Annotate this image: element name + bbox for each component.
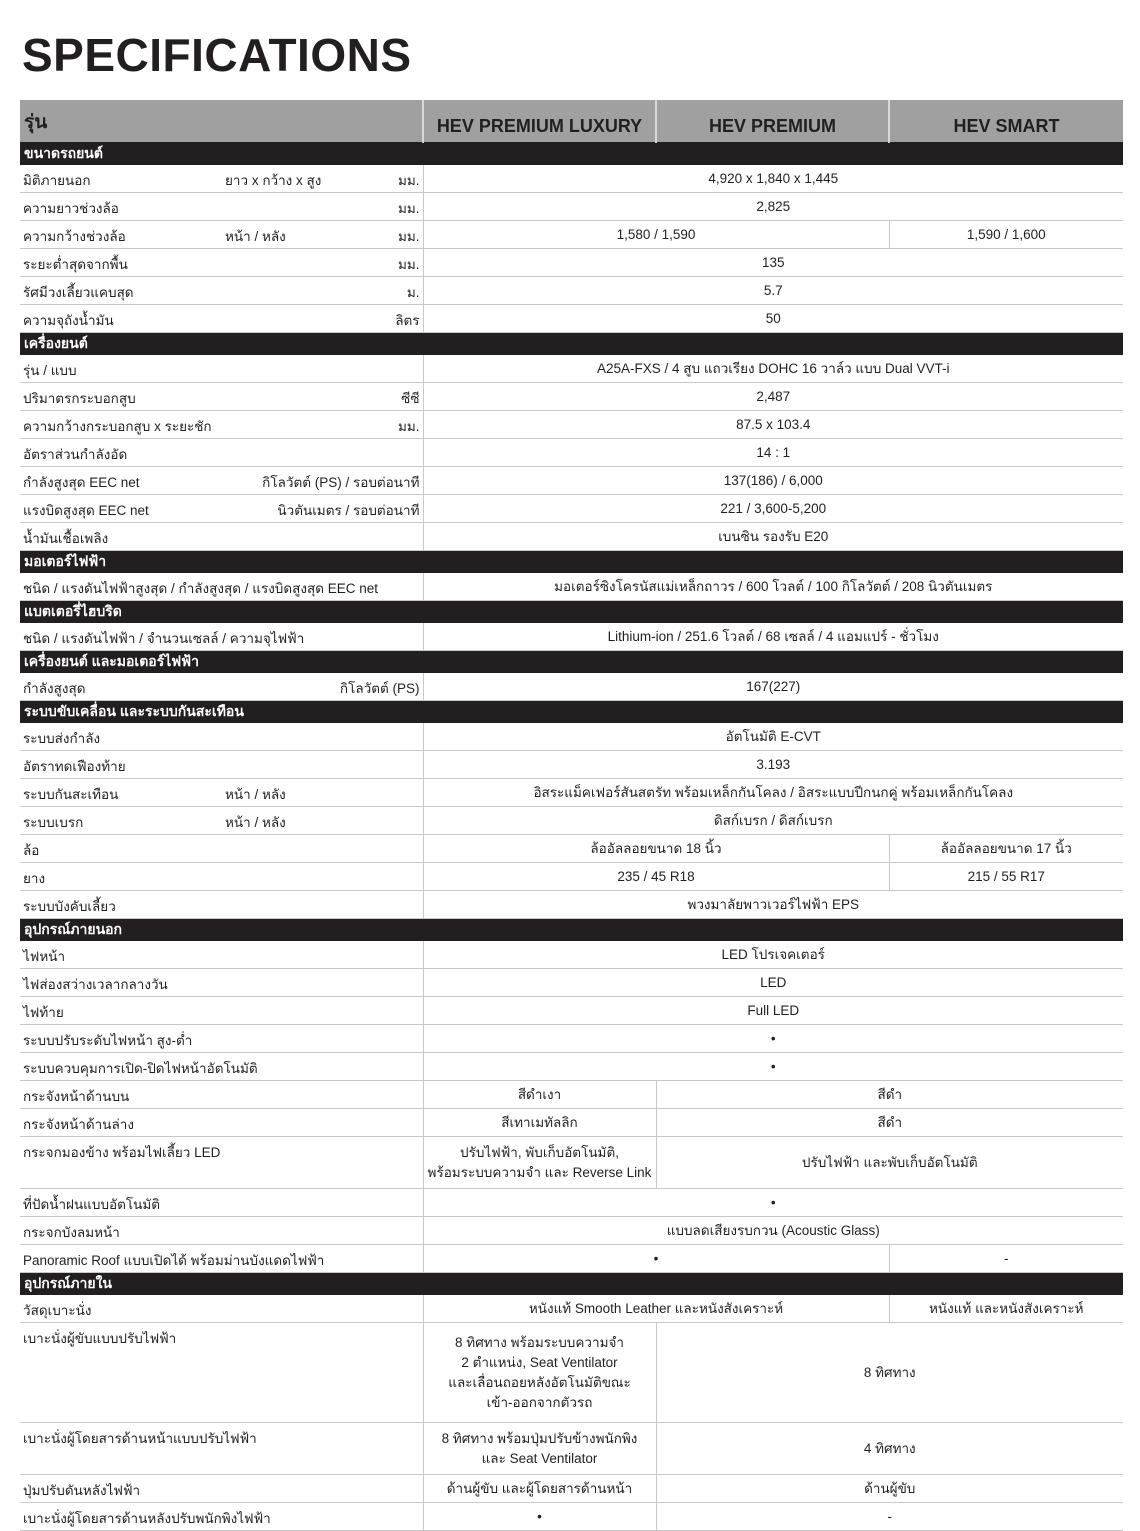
spec-label: กำลังสูงสุด EEC net: [23, 475, 140, 490]
spec-value: 215 / 55 R17: [889, 863, 1123, 891]
section-header: [20, 919, 1123, 942]
spec-label: ยาง: [23, 871, 46, 886]
spec-value: อิสระแม็คเฟอร์สันสตรัท พร้อมเหล็กกันโคลง / อิสระแบบปีกนกคู่ พร้อมเหล็กกันโคลง: [423, 779, 1123, 807]
spec-value: Full LED: [423, 997, 1123, 1025]
spec-row: [20, 623, 1123, 651]
spec-value: •: [423, 1245, 889, 1273]
spec-value: หนังแท้ Smooth Leather และหนังสังเคราะห์: [423, 1295, 889, 1323]
spec-label: เบาะนั่งผู้โดยสารด้านหน้าแบบปรับไฟฟ้า: [23, 1431, 257, 1446]
spec-label-cell: [20, 277, 423, 305]
spec-label: ระบบบังคับเลี้ยว: [23, 899, 116, 914]
spec-value: ด้านผู้ขับ: [656, 1475, 1123, 1503]
spec-value: 4,920 x 1,840 x 1,445: [423, 165, 1123, 193]
spec-body: [20, 143, 1123, 1531]
spec-row: [20, 573, 1123, 601]
spec-label: ความจุถังน้ำมัน: [23, 313, 114, 328]
spec-label-cell: [20, 411, 423, 439]
section-title: เครื่องยนต์: [20, 333, 1123, 356]
spec-value: 1,590 / 1,600: [889, 221, 1123, 249]
spec-row: [20, 1245, 1123, 1273]
spec-value: •: [423, 1189, 1123, 1217]
spec-label-cell: [20, 1323, 423, 1423]
spec-value: A25A-FXS / 4 สูบ แถวเรียง DOHC 16 วาล์ว แบบ Dual VVT-i: [423, 355, 1123, 383]
spec-label-cell: [20, 1245, 423, 1273]
spec-label-cell: [20, 1189, 423, 1217]
spec-row: [20, 891, 1123, 919]
spec-sublabel: หน้า / หลัง: [225, 229, 286, 244]
spec-label-cell: [20, 1053, 423, 1081]
spec-row: [20, 439, 1123, 467]
spec-label: แรงบิดสูงสุด EEC net: [23, 503, 149, 518]
spec-label: ระบบกันสะเทือน: [23, 787, 119, 802]
spec-row: [20, 863, 1123, 891]
spec-value: 135: [423, 249, 1123, 277]
spec-value: 137(186) / 6,000: [423, 467, 1123, 495]
spec-label: กระจังหน้าด้านล่าง: [23, 1117, 134, 1132]
spec-label-cell: [20, 1137, 423, 1189]
section-title: มอเตอร์ไฟฟ้า: [20, 551, 1123, 574]
spec-label: ระบบเบรก: [23, 815, 84, 830]
spec-label: ระยะต่ำสุดจากพื้น: [23, 257, 128, 272]
spec-value: 14 : 1: [423, 439, 1123, 467]
spec-unit: กิโลวัตต์ (PS) / รอบต่อนาที: [262, 475, 420, 490]
spec-value: ดิสก์เบรก / ดิสก์เบรก: [423, 807, 1123, 835]
spec-label-cell: [20, 573, 423, 601]
header-model-label: รุ่น: [20, 100, 423, 143]
header-model-premium-luxury: HEV PREMIUM LUXURY: [423, 100, 656, 143]
spec-value: หนังแท้ และหนังสังเคราะห์: [889, 1295, 1123, 1323]
spec-label-cell: [20, 779, 423, 807]
spec-label: Panoramic Roof แบบเปิดได้ พร้อมม่านบังแดดไฟฟ้า: [23, 1253, 325, 1268]
spec-label: อัตราส่วนกำลังอัด: [23, 447, 128, 462]
spec-value: อัตโนมัติ E-CVT: [423, 723, 1123, 751]
spec-value: ปรับไฟฟ้า และพับเก็บอัตโนมัติ: [656, 1137, 1123, 1189]
spec-label-cell: [20, 1081, 423, 1109]
spec-value: สีดำ: [656, 1109, 1123, 1137]
spec-label-cell: [20, 891, 423, 919]
section-title: อุปกรณ์ภายใน: [20, 1273, 1123, 1296]
spec-label: มิติภายนอก: [23, 173, 91, 188]
spec-value: 235 / 45 R18: [423, 863, 889, 891]
spec-label-cell: [20, 723, 423, 751]
spec-row: [20, 1475, 1123, 1503]
spec-value: 8 ทิศทาง พร้อมปุ่มปรับข้างพนักพิง และ Seat Ventilator: [423, 1423, 656, 1475]
spec-value: 167(227): [423, 673, 1123, 701]
section-header: [20, 333, 1123, 356]
spec-label: วัสดุเบาะนั่ง: [23, 1303, 92, 1318]
spec-label: กำลังสูงสุด: [23, 681, 86, 696]
spec-value: 50: [423, 305, 1123, 333]
spec-label: ระบบส่งกำลัง: [23, 731, 101, 746]
spec-row: [20, 1189, 1123, 1217]
spec-label-cell: [20, 1109, 423, 1137]
spec-row: [20, 723, 1123, 751]
spec-row: [20, 277, 1123, 305]
spec-label-cell: [20, 439, 423, 467]
spec-label-cell: [20, 969, 423, 997]
section-header: [20, 601, 1123, 624]
section-title: แบตเตอรี่ไฮบริด: [20, 601, 1123, 624]
spec-label: ความกว้างกระบอกสูบ x ระยะชัก: [23, 419, 212, 434]
section-header: [20, 701, 1123, 724]
spec-value: พวงมาลัยพาวเวอร์ไฟฟ้า EPS: [423, 891, 1123, 919]
header-model-premium: HEV PREMIUM: [656, 100, 889, 143]
spec-label-cell: [20, 1503, 423, 1531]
spec-label: อัตราทดเฟืองท้าย: [23, 759, 126, 774]
spec-label: ไฟส่องสว่างเวลากลางวัน: [23, 977, 168, 992]
spec-label: ไฟท้าย: [23, 1005, 64, 1020]
spec-value: เบนซิน รองรับ E20: [423, 523, 1123, 551]
spec-sublabel: ยาว x กว้าง x สูง: [225, 173, 322, 188]
spec-row: [20, 165, 1123, 193]
spec-value: 2,825: [423, 193, 1123, 221]
spec-value: ล้ออัลลอยขนาด 17 นิ้ว: [889, 835, 1123, 863]
spec-label: กระจกบังลมหน้า: [23, 1225, 120, 1240]
spec-label-cell: [20, 467, 423, 495]
spec-value: •: [423, 1053, 1123, 1081]
spec-row: [20, 1109, 1123, 1137]
spec-label: ความกว้างช่วงล้อ: [23, 229, 126, 244]
spec-label: ชนิด / แรงดันไฟฟ้า / จำนวนเซลล์ / ความจุไฟฟ้า: [23, 631, 305, 646]
spec-value: ด้านผู้ขับ และผู้โดยสารด้านหน้า: [423, 1475, 656, 1503]
spec-row: [20, 1503, 1123, 1531]
spec-row: [20, 969, 1123, 997]
spec-unit: ซีซี: [401, 391, 420, 406]
spec-row: [20, 411, 1123, 439]
spec-unit: ม.: [406, 285, 420, 300]
spec-row: [20, 495, 1123, 523]
spec-row: [20, 779, 1123, 807]
spec-label: รุ่น / แบบ: [23, 363, 77, 378]
spec-label-cell: [20, 193, 423, 221]
spec-unit: ลิตร: [395, 313, 420, 328]
spec-row: [20, 1081, 1123, 1109]
spec-value: 8 ทิศทาง พร้อมระบบความจำ 2 ตำแหน่ง, Seat Ventilator และเลื่อนถอยหลังอัตโนมัติขณะ เข้า-ออกจากตัวรถ: [423, 1323, 656, 1423]
spec-unit: มม.: [397, 173, 420, 188]
spec-label: ปุ่มปรับดันหลังไฟฟ้า: [23, 1483, 141, 1498]
spec-row: [20, 355, 1123, 383]
spec-row: [20, 1323, 1123, 1423]
page-title: SPECIFICATIONS: [22, 29, 412, 81]
spec-value: 87.5 x 103.4: [423, 411, 1123, 439]
section-title: ขนาดรถยนต์: [20, 143, 1123, 166]
spec-value: Lithium-ion / 251.6 โวลต์ / 68 เซลล์ / 4 แอมแปร์ - ชั่วโมง: [423, 623, 1123, 651]
spec-value: 5.7: [423, 277, 1123, 305]
spec-label-cell: [20, 1217, 423, 1245]
spec-label-cell: [20, 673, 423, 701]
spec-value: 8 ทิศทาง: [656, 1323, 1123, 1423]
spec-row: [20, 1137, 1123, 1189]
header-model-smart: HEV SMART: [889, 100, 1123, 143]
spec-label: ไฟหน้า: [23, 949, 66, 964]
spec-row: [20, 523, 1123, 551]
spec-row: [20, 673, 1123, 701]
spec-label: กระจกมองข้าง พร้อมไฟเลี้ยว LED: [23, 1145, 221, 1160]
spec-label: เบาะนั่งผู้โดยสารด้านหลังปรับพนักพิงไฟฟ้า: [23, 1511, 271, 1526]
spec-row: [20, 1295, 1123, 1323]
spec-label-cell: [20, 941, 423, 969]
spec-label-cell: [20, 165, 423, 193]
spec-unit: มม.: [397, 201, 420, 216]
spec-label-cell: [20, 355, 423, 383]
spec-label: ระบบควบคุมการเปิด-ปิดไฟหน้าอัตโนมัติ: [23, 1061, 258, 1076]
spec-label-cell: [20, 1295, 423, 1323]
spec-label-cell: [20, 863, 423, 891]
spec-row: [20, 1217, 1123, 1245]
spec-value: 221 / 3,600-5,200: [423, 495, 1123, 523]
spec-value: 4 ทิศทาง: [656, 1423, 1123, 1475]
spec-value: •: [423, 1503, 656, 1531]
spec-value: สีเทาเมทัลลิก: [423, 1109, 656, 1137]
spec-label-cell: [20, 523, 423, 551]
header-row: [20, 100, 1123, 143]
spec-label-cell: [20, 383, 423, 411]
section-header: [20, 651, 1123, 674]
spec-row: [20, 305, 1123, 333]
spec-value: แบบลดเสียงรบกวน (Acoustic Glass): [423, 1217, 1123, 1245]
spec-unit: กิโลวัตต์ (PS): [339, 681, 420, 696]
spec-unit: มม.: [397, 229, 420, 244]
spec-table: [20, 100, 1123, 1531]
spec-row: [20, 941, 1123, 969]
spec-label: น้ำมันเชื้อเพลิง: [23, 531, 109, 546]
spec-unit: มม.: [397, 419, 420, 434]
spec-row: [20, 1053, 1123, 1081]
spec-label: รัศมีวงเลี้ยวแคบสุด: [23, 285, 134, 300]
spec-row: [20, 835, 1123, 863]
spec-row: [20, 467, 1123, 495]
spec-label: ล้อ: [23, 843, 40, 858]
section-header: [20, 1273, 1123, 1296]
spec-row: [20, 193, 1123, 221]
spec-value: มอเตอร์ซิงโครนัสแม่เหล็กถาวร / 600 โวลต์ / 100 กิโลวัตต์ / 208 นิวตันเมตร: [423, 573, 1123, 601]
spec-label-cell: [20, 997, 423, 1025]
spec-row: [20, 997, 1123, 1025]
spec-row: [20, 249, 1123, 277]
spec-label-cell: [20, 221, 423, 249]
spec-row: [20, 221, 1123, 249]
spec-value: -: [889, 1245, 1123, 1273]
spec-value: 1,580 / 1,590: [423, 221, 889, 249]
section-title: ระบบขับเคลื่อน และระบบกันสะเทือน: [20, 701, 1123, 724]
spec-label: ระบบปรับระดับไฟหน้า สูง-ต่ำ: [23, 1033, 193, 1048]
section-header: [20, 143, 1123, 166]
spec-row: [20, 1025, 1123, 1053]
spec-label: กระจังหน้าด้านบน: [23, 1089, 130, 1104]
section-title: อุปกรณ์ภายนอก: [20, 919, 1123, 942]
spec-unit: มม.: [397, 257, 420, 272]
spec-label-cell: [20, 623, 423, 651]
spec-value: ปรับไฟฟ้า, พับเก็บอัตโนมัติ, พร้อมระบบความจำ และ Reverse Link: [423, 1137, 656, 1189]
spec-label-cell: [20, 1475, 423, 1503]
spec-row: [20, 807, 1123, 835]
spec-label-cell: [20, 305, 423, 333]
spec-value: 3.193: [423, 751, 1123, 779]
spec-label-cell: [20, 751, 423, 779]
spec-value: LED: [423, 969, 1123, 997]
spec-label-cell: [20, 807, 423, 835]
section-title: เครื่องยนต์ และมอเตอร์ไฟฟ้า: [20, 651, 1123, 674]
spec-row: [20, 1423, 1123, 1475]
spec-sublabel: หน้า / หลัง: [225, 787, 286, 802]
spec-label: ปริมาตรกระบอกสูบ: [23, 391, 136, 406]
spec-row: [20, 751, 1123, 779]
spec-value: สีดำ: [656, 1081, 1123, 1109]
spec-label-cell: [20, 1025, 423, 1053]
spec-label-cell: [20, 1423, 423, 1475]
spec-value: สีดำเงา: [423, 1081, 656, 1109]
spec-label: ความยาวช่วงล้อ: [23, 201, 119, 216]
section-header: [20, 551, 1123, 574]
spec-row: [20, 383, 1123, 411]
spec-sublabel: หน้า / หลัง: [225, 815, 286, 830]
spec-label: เบาะนั่งผู้ขับแบบปรับไฟฟ้า: [23, 1331, 177, 1346]
spec-value: LED โปรเจคเตอร์: [423, 941, 1123, 969]
spec-value: -: [656, 1503, 1123, 1531]
spec-value: •: [423, 1025, 1123, 1053]
spec-label: ที่ปัดน้ำฝนแบบอัตโนมัติ: [23, 1197, 161, 1212]
spec-value: ล้ออัลลอยขนาด 18 นิ้ว: [423, 835, 889, 863]
spec-label: ชนิด / แรงดันไฟฟ้าสูงสุด / กำลังสูงสุด / แรงบิดสูงสุด EEC net: [23, 581, 378, 596]
spec-value: 2,487: [423, 383, 1123, 411]
spec-label-cell: [20, 249, 423, 277]
spec-label-cell: [20, 835, 423, 863]
spec-unit: นิวตันเมตร / รอบต่อนาที: [277, 503, 420, 518]
spec-label-cell: [20, 495, 423, 523]
